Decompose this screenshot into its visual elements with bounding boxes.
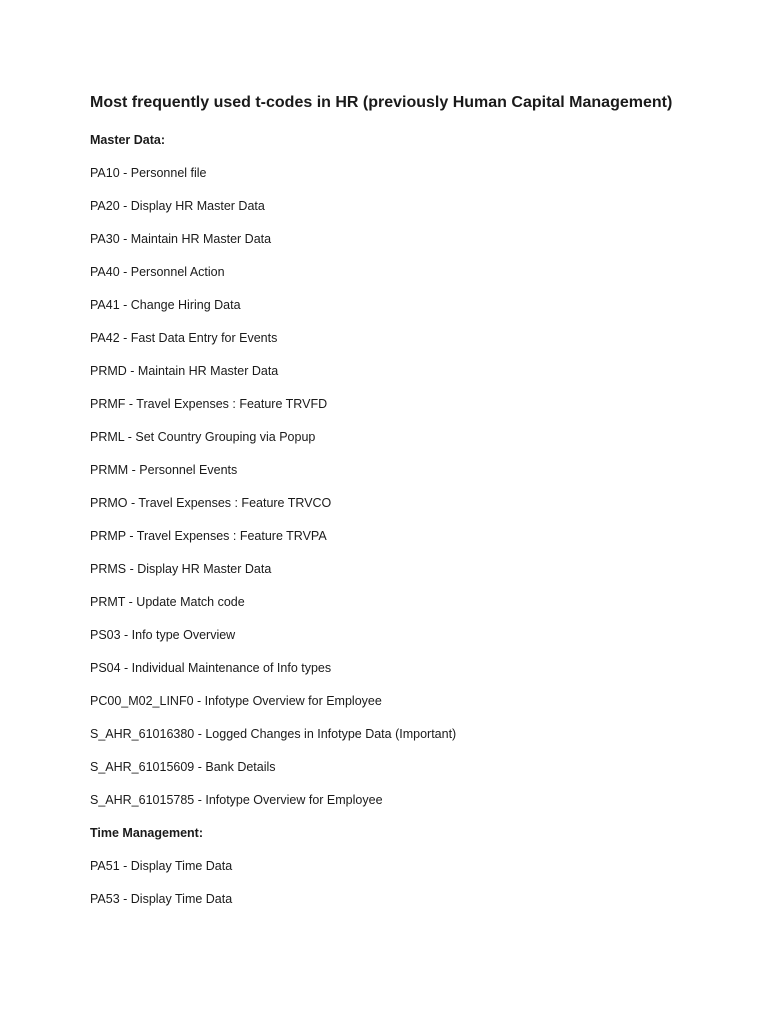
tcode-line: PRMT - Update Match code	[90, 595, 245, 609]
tcode-line: PS03 - Info type Overview	[90, 628, 236, 642]
tcode-line: PA40 - Personnel Action	[90, 265, 225, 279]
tcode-line: PRML - Set Country Grouping via Popup	[90, 430, 316, 444]
tcode-line: PA10 - Personnel file	[90, 166, 207, 180]
tcode-line: PRMS - Display HR Master Data	[90, 562, 272, 576]
document-page	[90, 92, 750, 924]
tcode-line: PA42 - Fast Data Entry for Events	[90, 331, 278, 345]
tcode-line: PC00_M02_LINF0 - Infotype Overview for Employee	[90, 694, 382, 708]
tcode-line: S_AHR_61015785 - Infotype Overview for Employee	[90, 793, 383, 807]
tcode-line: PA20 - Display HR Master Data	[90, 199, 265, 213]
tcode-line: PRMF - Travel Expenses : Feature TRVFD	[90, 397, 328, 411]
tcode-line: PA51 - Display Time Data	[90, 859, 233, 873]
tcode-line: PS04 - Individual Maintenance of Info types	[90, 661, 332, 675]
tcode-line: PRMD - Maintain HR Master Data	[90, 364, 279, 378]
tcode-line: PA30 - Maintain HR Master Data	[90, 232, 272, 246]
tcode-line: PRMO - Travel Expenses : Feature TRVCO	[90, 496, 332, 510]
tcode-line: PA41 - Change Hiring Data	[90, 298, 241, 312]
document-title: Most frequently used t-codes in HR (previously Human Capital Management)	[90, 94, 673, 111]
tcode-list	[90, 132, 750, 907]
tcode-line: PRMP - Travel Expenses : Feature TRVPA	[90, 529, 327, 543]
tcode-line: S_AHR_61015609 - Bank Details	[90, 760, 276, 774]
section-heading: Time Management:	[90, 826, 203, 840]
tcode-line: S_AHR_61016380 - Logged Changes in Infotype Data (Important)	[90, 727, 457, 741]
section-heading: Master Data:	[90, 133, 166, 147]
tcode-line: PA53 - Display Time Data	[90, 892, 233, 906]
tcode-line: PRMM - Personnel Events	[90, 463, 238, 477]
